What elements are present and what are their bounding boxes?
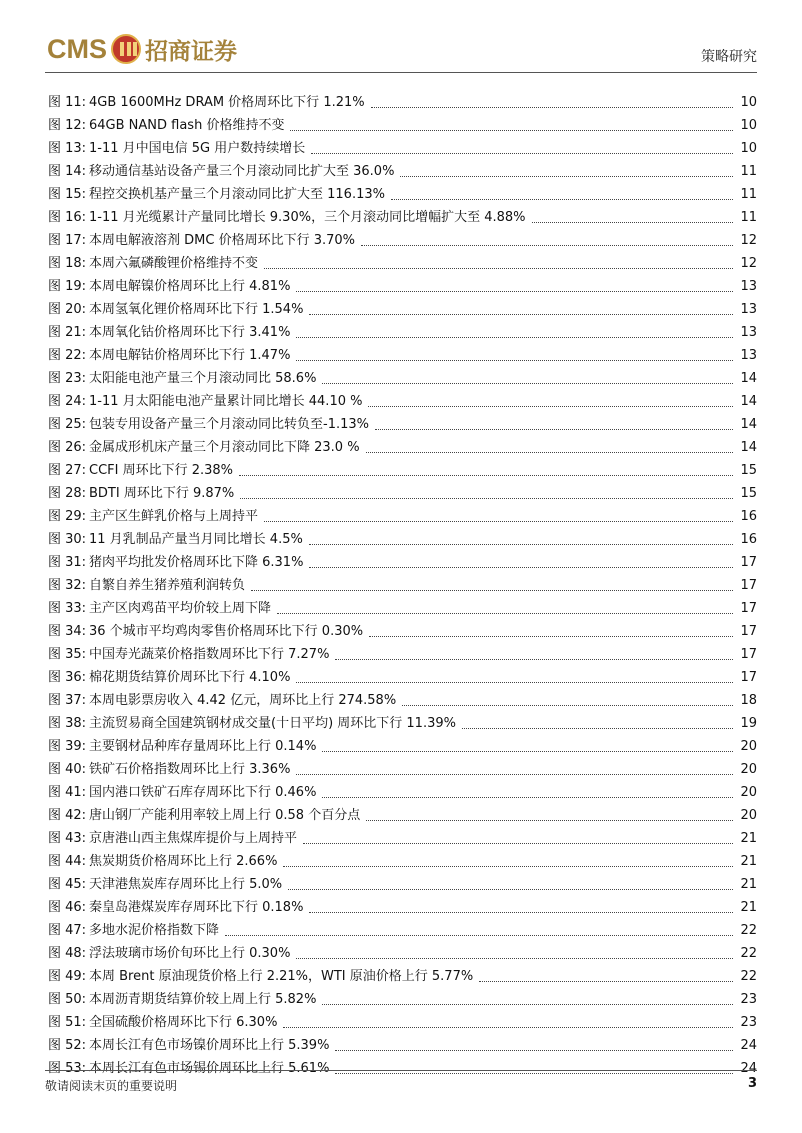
dot-leader (303, 843, 733, 844)
toc-entry[interactable] (45, 295, 757, 318)
dot-leader (361, 245, 733, 246)
figure-label: 图 38: (48, 716, 87, 731)
dot-leader (296, 958, 733, 959)
dot-leader (311, 153, 733, 154)
figure-label: 图 47: (48, 923, 87, 938)
figure-label: 图 45: (48, 877, 87, 892)
figure-page-number: 22 (740, 969, 757, 984)
figure-page-number: 17 (740, 601, 757, 616)
figure-label: 图 46: (48, 900, 87, 915)
dot-leader (366, 452, 733, 453)
figure-page-number: 12 (740, 256, 757, 271)
figure-title: 猪肉平均批发价格周环比下降 6.31% (89, 555, 304, 570)
figure-label: 图 27: (48, 463, 87, 478)
figure-title: 本周电解镍价格周环比上行 4.81% (89, 279, 291, 294)
figure-title: 本周 Brent 原油现货价格上行 2.21%，WTI 原油价格上行 5.77% (89, 969, 474, 984)
toc-entry[interactable] (45, 456, 757, 479)
figure-page-number: 22 (740, 923, 757, 938)
figure-label: 图 15: (48, 187, 87, 202)
figure-label: 图 43: (48, 831, 87, 846)
toc-entry[interactable] (45, 870, 757, 893)
figure-page-number: 15 (740, 486, 757, 501)
page-header (0, 0, 802, 75)
figure-page-number: 16 (740, 509, 757, 524)
figure-page-number: 17 (740, 624, 757, 639)
figure-title: 4GB 1600MHz DRAM 价格周环比下行 1.21% (89, 95, 365, 110)
figure-label: 图 22: (48, 348, 87, 363)
figure-title: 本周电解钴价格周环比下行 1.47% (89, 348, 291, 363)
dot-leader (322, 751, 733, 752)
figure-index-list (45, 88, 757, 1077)
figure-label: 图 14: (48, 164, 87, 179)
figure-title: 本周电影票房收入 4.42 亿元，周环比上行 274.58% (89, 693, 397, 708)
dot-leader (251, 590, 733, 591)
figure-title: 主产区生鲜乳价格与上周持平 (89, 509, 259, 524)
figure-label: 图 25: (48, 417, 87, 432)
cms-logo (47, 32, 237, 66)
figure-title: BDTI 周环比下行 9.87% (89, 486, 235, 501)
figure-label: 图 39: (48, 739, 87, 754)
figure-label: 图 23: (48, 371, 87, 386)
figure-title: 焦炭期货价格周环比上行 2.66% (89, 854, 278, 869)
figure-page-number: 13 (740, 348, 757, 363)
dot-leader (283, 866, 733, 867)
figure-page-number: 20 (740, 739, 757, 754)
toc-entry[interactable] (45, 341, 757, 364)
toc-entry[interactable] (45, 364, 757, 387)
figure-title: 本周沥青期货结算价较上周上行 5.82% (89, 992, 317, 1007)
figure-label: 图 28: (48, 486, 87, 501)
figure-label: 图 32: (48, 578, 87, 593)
toc-entry[interactable] (45, 1031, 757, 1054)
page-number: 3 (747, 1076, 757, 1091)
figure-label: 图 26: (48, 440, 87, 455)
section-title: 策略研究 (701, 49, 757, 65)
figure-title: 1-11 月太阳能电池产量累计同比增长 44.10 % (89, 394, 363, 409)
figure-label: 图 49: (48, 969, 87, 984)
figure-label: 图 34: (48, 624, 87, 639)
dot-leader (368, 406, 733, 407)
figure-page-number: 14 (740, 394, 757, 409)
dot-leader (335, 1073, 733, 1074)
toc-entry[interactable] (45, 249, 757, 272)
figure-label: 图 31: (48, 555, 87, 570)
figure-page-number: 22 (740, 946, 757, 961)
toc-entry[interactable] (45, 985, 757, 1008)
toc-entry[interactable] (45, 226, 757, 249)
figure-label: 图 36: (48, 670, 87, 685)
toc-entry[interactable] (45, 502, 757, 525)
figure-title: 京唐港山西主焦煤库提价与上周持平 (89, 831, 298, 846)
figure-label: 图 16: (48, 210, 87, 225)
dot-leader (322, 797, 733, 798)
toc-entry[interactable] (45, 387, 757, 410)
toc-entry[interactable] (45, 755, 757, 778)
toc-entry[interactable] (45, 939, 757, 962)
dot-leader (283, 1027, 733, 1028)
figure-title: 秦皇岛港煤炭库存周环比下行 0.18% (89, 900, 304, 915)
figure-label: 图 18: (48, 256, 87, 271)
figure-page-number: 21 (740, 854, 757, 869)
figure-label: 图 24: (48, 394, 87, 409)
figure-label: 图 48: (48, 946, 87, 961)
figure-title: 主流贸易商全国建筑钢材成交量(十日平均) 周环比下行 11.39% (89, 716, 456, 731)
figure-page-number: 17 (740, 647, 757, 662)
figure-page-number: 23 (740, 992, 757, 1007)
figure-title: 金属成形机床产量三个月滚动同比下降 23.0 % (89, 440, 360, 455)
figure-title: 36 个城市平均鸡肉零售价格周环比下行 0.30% (89, 624, 364, 639)
figure-page-number: 18 (740, 693, 757, 708)
figure-title: 天津港焦炭库存周环比上行 5.0% (89, 877, 283, 892)
figure-title: 铁矿石价格指数周环比上行 3.36% (89, 762, 291, 777)
toc-entry[interactable] (45, 663, 757, 686)
dot-leader (322, 383, 733, 384)
figure-label: 图 11: (48, 95, 87, 110)
figure-label: 图 40: (48, 762, 87, 777)
toc-entry[interactable] (45, 180, 757, 203)
toc-entry[interactable] (45, 801, 757, 824)
figure-label: 图 17: (48, 233, 87, 248)
dot-leader (335, 659, 733, 660)
toc-entry[interactable] (45, 157, 757, 180)
toc-entry[interactable] (45, 847, 757, 870)
dot-leader (288, 889, 733, 890)
dot-leader (375, 429, 733, 430)
figure-title: 唐山钢厂产能利用率较上周上行 0.58 个百分点 (89, 808, 361, 823)
figure-page-number: 17 (740, 578, 757, 593)
figure-label: 图 13: (48, 141, 87, 156)
figure-label: 图 20: (48, 302, 87, 317)
dot-leader (239, 475, 733, 476)
dot-leader (462, 728, 733, 729)
dot-leader (296, 291, 733, 292)
figure-label: 图 21: (48, 325, 87, 340)
figure-page-number: 17 (740, 670, 757, 685)
figure-label: 图 50: (48, 992, 87, 1007)
dot-leader (277, 613, 733, 614)
figure-label: 图 35: (48, 647, 87, 662)
figure-page-number: 20 (740, 762, 757, 777)
dot-leader (309, 567, 733, 568)
logo-emblem-icon (111, 34, 141, 64)
figure-page-number: 21 (740, 900, 757, 915)
figure-label: 图 30: (48, 532, 87, 547)
figure-title: 本周氢氧化锂价格周环比下行 1.54% (89, 302, 304, 317)
figure-title: 中国寿光蔬菜价格指数周环比下行 7.27% (89, 647, 330, 662)
figure-label: 图 19: (48, 279, 87, 294)
figure-title: 主产区肉鸡苗平均价较上周下降 (89, 601, 272, 616)
figure-label: 图 41: (48, 785, 87, 800)
dot-leader (264, 521, 733, 522)
figure-title: 多地水泥价格指数下降 (89, 923, 220, 938)
figure-title: 包装专用设备产量三个月滚动同比转负至-1.13% (89, 417, 369, 432)
toc-entry[interactable] (45, 617, 757, 640)
figure-title: 太阳能电池产量三个月滚动同比 58.6% (89, 371, 317, 386)
figure-page-number: 16 (740, 532, 757, 547)
figure-label: 图 33: (48, 601, 87, 616)
figure-page-number: 23 (740, 1015, 757, 1030)
dot-leader (400, 176, 733, 177)
toc-entry[interactable] (45, 686, 757, 709)
logo-company-name: 招商证券 (145, 37, 237, 65)
dot-leader (369, 636, 733, 637)
figure-page-number: 20 (740, 785, 757, 800)
toc-entry[interactable] (45, 571, 757, 594)
toc-entry[interactable] (45, 203, 757, 226)
figure-page-number: 11 (740, 164, 757, 179)
figure-page-number: 20 (740, 808, 757, 823)
figure-page-number: 13 (740, 325, 757, 340)
figure-title: 移动通信基站设备产量三个月滚动同比扩大至 36.0% (89, 164, 395, 179)
dot-leader (322, 1004, 733, 1005)
toc-entry[interactable] (45, 548, 757, 571)
figure-title: 全国硫酸价格周环比下行 6.30% (89, 1015, 278, 1030)
figure-page-number: 24 (740, 1038, 757, 1053)
dot-leader (335, 1050, 733, 1051)
figure-page-number: 14 (740, 371, 757, 386)
figure-title: 本周长江有色市场镍价周环比上行 5.39% (89, 1038, 330, 1053)
toc-entry[interactable] (45, 824, 757, 847)
figure-page-number: 21 (740, 831, 757, 846)
dot-leader (296, 360, 733, 361)
toc-entry[interactable] (45, 709, 757, 732)
dot-leader (309, 544, 733, 545)
figure-title: CCFI 周环比下行 2.38% (89, 463, 234, 478)
figure-label: 图 44: (48, 854, 87, 869)
dot-leader (309, 314, 733, 315)
figure-page-number: 12 (740, 233, 757, 248)
figure-label: 图 51: (48, 1015, 87, 1030)
footer-disclaimer: 敬请阅读末页的重要说明 (45, 1079, 178, 1093)
dot-leader (366, 820, 733, 821)
figure-title: 本周六氟磷酸锂价格维持不变 (89, 256, 259, 271)
figure-page-number: 10 (740, 118, 757, 133)
figure-page-number: 10 (740, 141, 757, 156)
figure-label: 图 37: (48, 693, 87, 708)
toc-entry[interactable] (45, 916, 757, 939)
figure-title: 本周长江有色市场锡价周环比上行 5.61% (89, 1061, 330, 1076)
figure-page-number: 14 (740, 417, 757, 432)
toc-entry[interactable] (45, 962, 757, 985)
figure-title: 浮法玻璃市场价旬环比上行 0.30% (89, 946, 291, 961)
toc-entry[interactable] (45, 778, 757, 801)
dot-leader (290, 130, 733, 131)
figure-title: 程控交换机基产量三个月滚动同比扩大至 116.13% (89, 187, 385, 202)
toc-entry[interactable] (45, 732, 757, 755)
figure-title: 11 月乳制品产量当月同比增长 4.5% (89, 532, 303, 547)
figure-label: 图 42: (48, 808, 87, 823)
dot-leader (402, 705, 733, 706)
header-divider (45, 72, 757, 73)
toc-entry[interactable] (45, 410, 757, 433)
figure-title: 64GB NAND flash 价格维持不变 (89, 118, 285, 133)
dot-leader (296, 682, 733, 683)
toc-entry[interactable] (45, 88, 757, 111)
figure-label: 图 29: (48, 509, 87, 524)
toc-entry[interactable] (45, 640, 757, 663)
toc-entry[interactable] (45, 111, 757, 134)
toc-entry[interactable] (45, 594, 757, 617)
footer-divider (45, 1070, 757, 1071)
figure-page-number: 11 (740, 210, 757, 225)
figure-page-number: 14 (740, 440, 757, 455)
toc-entry[interactable] (45, 479, 757, 502)
figure-page-number: 13 (740, 279, 757, 294)
figure-page-number: 19 (740, 716, 757, 731)
figure-page-number: 21 (740, 877, 757, 892)
figure-page-number: 17 (740, 555, 757, 570)
figure-page-number: 11 (740, 187, 757, 202)
toc-entry[interactable] (45, 134, 757, 157)
figure-label: 图 12: (48, 118, 87, 133)
toc-entry[interactable] (45, 272, 757, 295)
toc-entry[interactable] (45, 433, 757, 456)
figure-title: 1-11 月光缆累计产量同比增长 9.30%，三个月滚动同比增幅扩大至 4.88% (89, 210, 526, 225)
dot-leader (264, 268, 733, 269)
dot-leader (225, 935, 733, 936)
figure-page-number: 13 (740, 302, 757, 317)
dot-leader (296, 774, 733, 775)
dot-leader (391, 199, 733, 200)
figure-page-number: 10 (740, 95, 757, 110)
figure-page-number: 15 (740, 463, 757, 478)
toc-entry[interactable] (45, 1008, 757, 1031)
logo-text: CMS (47, 33, 107, 64)
toc-entry[interactable] (45, 318, 757, 341)
dot-leader (371, 107, 733, 108)
figure-label: 图 53: (48, 1061, 87, 1076)
dot-leader (532, 222, 734, 223)
dot-leader (309, 912, 733, 913)
toc-entry[interactable] (45, 893, 757, 916)
figure-page-number: 24 (740, 1061, 757, 1076)
dot-leader (296, 337, 733, 338)
toc-entry[interactable] (45, 1054, 757, 1077)
figure-title: 1-11 月中国电信 5G 用户数持续增长 (89, 141, 306, 156)
figure-title: 本周电解液溶剂 DMC 价格周环比下行 3.70% (89, 233, 355, 248)
figure-title: 本周氧化钴价格周环比下行 3.41% (89, 325, 291, 340)
figure-title: 棉花期货结算价周环比下行 4.10% (89, 670, 291, 685)
dot-leader (240, 498, 733, 499)
figure-title: 自繁自养生猪养殖利润转负 (89, 578, 246, 593)
figure-label: 图 52: (48, 1038, 87, 1053)
figure-title: 主要钢材品种库存量周环比上行 0.14% (89, 739, 317, 754)
toc-entry[interactable] (45, 525, 757, 548)
figure-title: 国内港口铁矿石库存周环比下行 0.46% (89, 785, 317, 800)
dot-leader (479, 981, 733, 982)
